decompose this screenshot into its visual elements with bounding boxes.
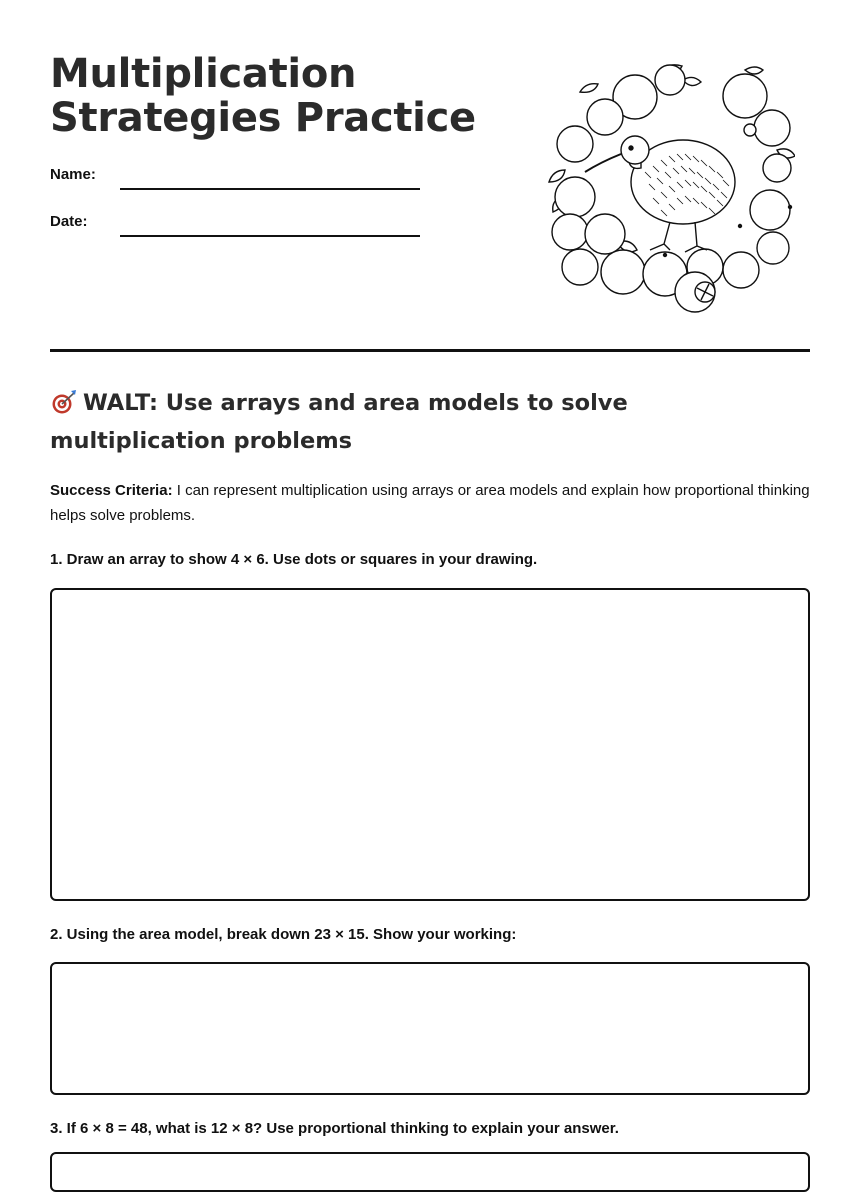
date-field[interactable] [50, 213, 420, 243]
answer-box-2[interactable] [50, 962, 810, 1095]
walt-heading [50, 384, 810, 460]
name-label: Name: [50, 166, 96, 183]
question-1: 1. Draw an array to show 4 × 6. Use dots or squares in your drawing. [50, 551, 538, 568]
success-criteria-label: Success Criteria: [50, 482, 173, 499]
question-3: 3. If 6 × 8 = 48, what is 12 × 8? Use proportional thinking to explain your answer. [50, 1120, 619, 1137]
date-line[interactable] [120, 235, 420, 237]
question-2: 2. Using the area model, break down 23 × 15. Show your working: [50, 926, 517, 943]
worksheet-header [50, 0, 810, 352]
walt-text: WALT: Use arrays and area models to solve multiplication problems [50, 390, 628, 454]
target-icon [50, 390, 78, 414]
date-label: Date: [50, 213, 88, 230]
kiwi-bird-fruit-wreath-icon [545, 62, 795, 314]
page-title [50, 52, 476, 140]
title-line-2: Strategies Practice [50, 95, 476, 141]
answer-box-3[interactable] [50, 1152, 810, 1192]
worksheet-page [50, 0, 810, 1137]
title-line-1: Multiplication [50, 51, 357, 97]
success-criteria [50, 478, 810, 528]
success-criteria-text: I can represent multiplication using arrays or area models and explain how proportional thinking helps solve problems. [50, 482, 810, 524]
name-field[interactable] [50, 166, 420, 196]
answer-box-1[interactable] [50, 588, 810, 901]
name-line[interactable] [120, 188, 420, 190]
